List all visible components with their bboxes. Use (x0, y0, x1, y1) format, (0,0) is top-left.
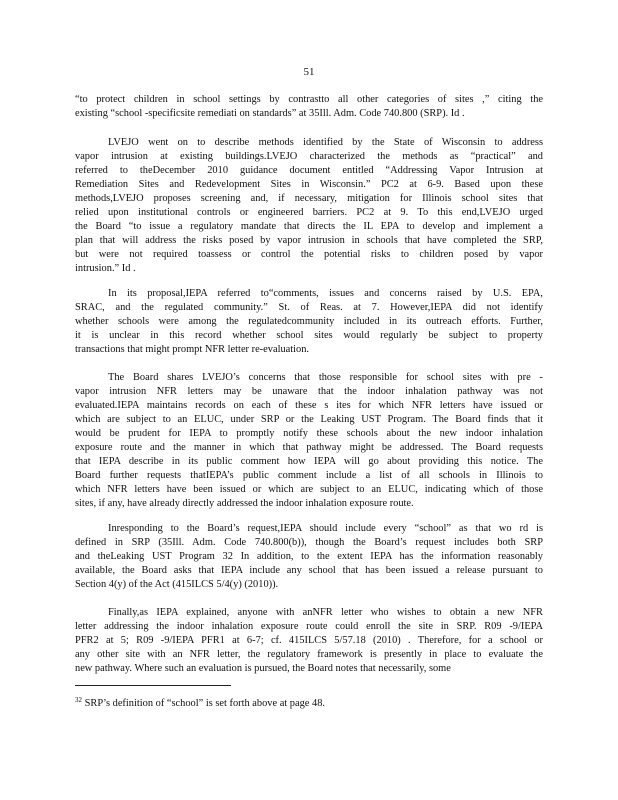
text-line: sites, if any, have already directly addressed the indoor inhalation exposure route. (75, 498, 414, 509)
text-line: In its proposal,IEPA referred to“comments, issues and concerns raised by U.S. EPA, (108, 288, 543, 299)
footnote (75, 697, 325, 711)
text-line: but were not required toassess or control the potential risks to children posed by vapor (75, 249, 543, 260)
text-line: letter addressing the indoor inhalation exposure route could enroll the site in SRP. R09 -9/IEPA (75, 621, 543, 632)
text-line: methods,LVEJO proposes screening and, if necessary, mitigation for Illinois school sites that (75, 193, 543, 204)
text-line: defined in SRP (35Ill. Adm. Code 740.800(b)), though the Board’s request includes both SRP (75, 537, 543, 548)
page-number: 51 (303, 66, 315, 78)
paragraph-4 (75, 371, 543, 511)
text-line: The Board shares LVEJO’s concerns that those responsible for school sites with pre - (108, 372, 543, 383)
text-line: Section 4(y) of the Act (415ILCS 5/4(y) (2010)). (75, 579, 279, 590)
text-line: whether schools were among the regulatedcommunity included in its outreach efforts. Further, (75, 316, 543, 327)
footnote-divider (75, 685, 231, 686)
footnote-marker: 32 (75, 696, 82, 704)
text-line: it is unclear in this record whether school sites would regularly be subject to property (75, 330, 543, 341)
text-line: available, the Board asks that IEPA include any school that has been issued a release pursuant to (75, 565, 543, 576)
text-line: transactions that might prompt NFR letter re-evaluation. (75, 344, 310, 355)
text-line: evaluated.IEPA maintains records on each of these s ites for which NFR letters have issued or (75, 400, 543, 411)
text-line: that IEPA describe in its public comment how IEPA will go about providing this notice. The (75, 456, 543, 467)
text-line: exposure route and the manner in which that pathway might be addressed. The Board requests (75, 442, 543, 453)
text-line: Inresponding to the Board’s request,IEPA should include every “school” as that wo rd is (108, 523, 543, 534)
text-line: plan that will address the risks posed by vapor intrusion in schools that have completed the SRP, (75, 235, 543, 246)
text-line: any other site with an NFR letter, the regulatory framework is presently in place to evaluate the (75, 649, 543, 660)
text-line: referred to theDecember 2010 guidance document entitled “Addressing Vapor Intrusion at (75, 165, 543, 176)
text-line: the Board “to issue a regulatory mandate that directs the IL EPA to develop and implement a (75, 221, 543, 232)
paragraph-1 (75, 93, 543, 121)
text-line: SRAC, and the regulated community.” St. of Reas. at 7. However,IEPA did not identify (75, 302, 543, 313)
paragraph-6 (75, 606, 543, 676)
text-line: new pathway. Where such an evaluation is pursued, the Board notes that necessarily, some (75, 663, 451, 674)
text-line: Board further requests thatIEPA’s public comment include a list of all schools in Illinois to (75, 470, 543, 481)
text-line: vapor intrusion at existing buildings.LVEJO characterized the methods as “practical” and (75, 151, 543, 162)
text-line: Remediation Sites and Redevelopment Sites in Wisconsin.” PC2 at 6-9. Based upon these (75, 179, 543, 190)
text-line: intrusion.” Id . (75, 263, 136, 274)
paragraph-3 (75, 287, 543, 357)
text-line: existing “school -specificsite remediati on standards” at 35Ill. Adm. Code 740.800 (SRP). Id . (75, 108, 465, 119)
footnote-text: SRP’s definition of “school” is set forth above at page 48. (84, 698, 325, 709)
text-line: and theLeaking UST Program 32 In addition, to the extent IEPA has the information reasonably (75, 551, 543, 562)
text-line: Finally,as IEPA explained, anyone with anNFR letter who wishes to obtain a new NFR (108, 607, 543, 618)
text-line: which NFR letters have been issued or which are subject to an ELUC, indicating which of those (75, 484, 543, 495)
text-line: LVEJO went on to describe methods identified by the State of Wisconsin to address (108, 137, 543, 148)
paragraph-5 (75, 522, 543, 592)
text-line: “to protect children in school settings by contrastto all other categories of sites ,” citing the (75, 94, 543, 105)
text-line: vapor intrusion NFR letters may be unaware that the indoor inhalation pathway was not (75, 386, 543, 397)
text-line: would be prudent for IEPA to promptly notify these schools about the new indoor inhalation (75, 428, 543, 439)
text-line: relied upon institutional controls or engineered barriers. PC2 at 9. To this end,LVEJO urged (75, 207, 543, 218)
text-line: PFR2 at 5; R09 -9/IEPA PFR1 at 6-7; cf. 415ILCS 5/57.18 (2010) . Therefore, for a school or (75, 635, 543, 646)
text-line: which are subject to an ELUC, under SRP or the Leaking UST Program. The Board finds that it (75, 414, 543, 425)
paragraph-2 (75, 136, 543, 276)
